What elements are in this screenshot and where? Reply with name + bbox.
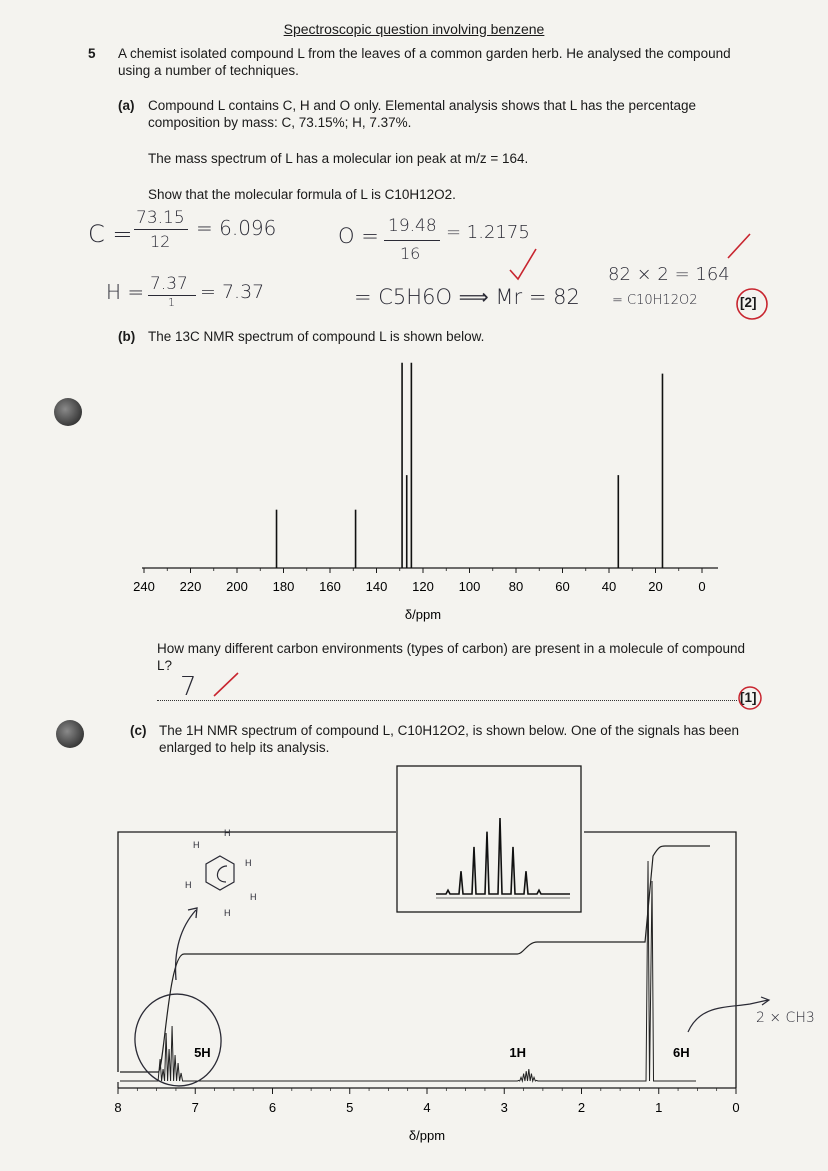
part-b-answer: 7 xyxy=(180,672,197,702)
c13-tick-label: 40 xyxy=(601,579,617,594)
benzene-hydrogen-sketch: H xyxy=(193,840,200,850)
c13-tick-label: 120 xyxy=(412,579,434,594)
working-c-denominator: 12 xyxy=(150,232,171,251)
c13-x-axis-label: δ/ppm xyxy=(404,607,442,622)
h1-frame-left-top xyxy=(118,832,396,1072)
h1-tick-label: 2 xyxy=(577,1100,586,1115)
working-c-fraction-bar xyxy=(134,229,188,230)
page-title: Spectroscopic question involving benzene xyxy=(283,21,545,37)
arrow-to-benzene-ring xyxy=(176,910,196,980)
punch-hole-top xyxy=(54,398,82,426)
c13-tick-label: 180 xyxy=(272,579,295,594)
h1-x-axis-label: δ/ppm xyxy=(408,1128,446,1143)
c13-tick-label: 220 xyxy=(179,579,202,594)
working-molecular-formula: = C10H12O2 xyxy=(612,293,698,308)
arrow-to-benzene-ring-head xyxy=(188,908,197,918)
working-c-result: = 6.096 xyxy=(196,216,277,240)
c13-tick-label: 20 xyxy=(648,579,663,594)
part-a-mass-spectrum: The mass spectrum of L has a molecular ion peak at m/z = 164. xyxy=(148,151,529,166)
punch-hole-bottom xyxy=(56,720,84,748)
benzene-hydrogen-sketch: H xyxy=(224,828,231,838)
h1-integration-label-5H: 5H xyxy=(194,1045,211,1060)
working-h-numerator: 7.37 xyxy=(150,274,188,294)
h1-tick-label: 0 xyxy=(732,1100,740,1115)
part-c-text: The 1H NMR spectrum of compound L, C10H12O2, is shown below. One of the signals has been enlarged to help its analysis. xyxy=(159,723,740,755)
c13-tick-label: 160 xyxy=(319,579,341,594)
part-b-label: (b) xyxy=(118,329,136,344)
benzene-hydrogen-sketch: H xyxy=(250,892,257,902)
c13-tick-label: 80 xyxy=(508,579,524,594)
benzene-hydrogen-sketch: H xyxy=(185,880,192,890)
h1-tick-label: 6 xyxy=(268,1100,277,1115)
c13-tick-label: 0 xyxy=(698,579,706,594)
part-a-label: (a) xyxy=(118,98,135,113)
benzene-ring-sketch xyxy=(206,856,234,890)
h1-nmr-spectrum xyxy=(100,760,828,1150)
benzene-ring-inner-circle xyxy=(217,866,227,882)
part-a-marks: [2] xyxy=(740,295,757,310)
c13-nmr-spectrum xyxy=(120,340,740,630)
working-mr-doubling: 82 × 2 = 164 xyxy=(608,264,730,285)
benzene-hydrogen-sketch: H xyxy=(224,908,231,918)
question-number: 5 xyxy=(88,46,96,61)
h1-frame-right xyxy=(584,832,736,1088)
working-o-fraction-bar xyxy=(384,240,440,241)
ch3-annotation: 2 × CH3 xyxy=(756,1010,815,1026)
h1-integration-label-6H: 6H xyxy=(673,1045,690,1060)
working-empirical-formula: = C5H6O ⟹ Mr = 82 xyxy=(354,285,580,309)
part-a-show-formula: Show that the molecular formula of L is C10H12O2. xyxy=(148,187,456,202)
working-h-label: H = xyxy=(106,280,145,304)
h1-integration-label-1H: 1H xyxy=(509,1045,527,1060)
h1-tick-label: 7 xyxy=(191,1100,199,1115)
benzene-hydrogen-sketch: H xyxy=(245,858,252,868)
working-o-numerator: 19.48 xyxy=(388,216,437,236)
working-c-numerator: 73.15 xyxy=(136,208,185,228)
c13-tick-label: 60 xyxy=(555,579,570,594)
h1-tick-label: 1 xyxy=(655,1100,663,1115)
part-c-label: (c) xyxy=(130,723,147,738)
circle-around-aromatic-peak xyxy=(129,988,227,1091)
part-b-marks: [1] xyxy=(740,690,757,705)
working-h-denominator: 1 xyxy=(168,296,175,309)
question-intro: A chemist isolated compound L from the leaves of a common garden herb. He analysed the compound using a number of techniques. xyxy=(118,46,731,78)
c13-tick-label: 240 xyxy=(133,579,155,594)
h1-tick-label: 8 xyxy=(114,1100,122,1115)
marks-circle-b xyxy=(736,684,764,712)
h1-tick-label: 4 xyxy=(423,1100,431,1115)
working-c-label: C = xyxy=(88,220,133,248)
c13-tick-label: 200 xyxy=(226,579,248,594)
h1-tick-label: 3 xyxy=(500,1100,508,1115)
part-b-question: How many different carbon environments (types of carbon) are present in a molecule of compound L? xyxy=(157,641,746,673)
part-b-text: The 13C NMR spectrum of compound L is shown below. xyxy=(148,329,485,344)
h1-tick-label: 5 xyxy=(346,1100,354,1115)
tick-mark-b xyxy=(212,670,242,700)
part-a-text: Compound L contains C, H and O only. Elemental analysis shows that L has the percentage composition by mass: C, 73.15%; H, 7.37%. xyxy=(148,98,697,130)
answer-line-b xyxy=(157,700,737,701)
c13-tick-label: 140 xyxy=(365,579,388,594)
tick-mark-a1 xyxy=(508,246,538,282)
working-o-label: O = xyxy=(338,224,379,248)
tick-mark-a2 xyxy=(726,230,752,264)
c13-tick-label: 100 xyxy=(458,579,481,594)
working-o-denominator: 16 xyxy=(400,244,421,263)
working-h-result: = 7.37 xyxy=(200,281,265,303)
working-o-result: = 1.2175 xyxy=(446,222,530,243)
marks-circle-a xyxy=(734,286,770,322)
